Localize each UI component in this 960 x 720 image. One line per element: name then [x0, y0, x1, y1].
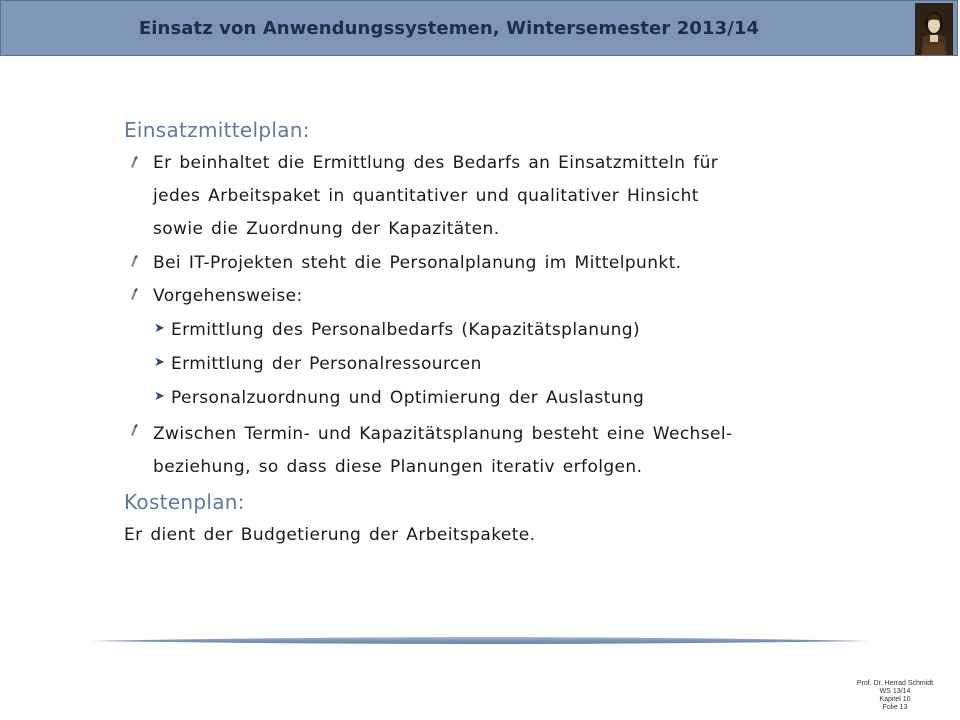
section-heading-kostenplan: Kostenplan:	[124, 490, 245, 514]
bullet-text: Bei IT-Projekten steht die Personalplanung im Mittelpunkt.	[153, 253, 682, 273]
sub-item: Ermittlung des Personalbedarfs (Kapazitätsplanung)	[171, 320, 641, 340]
sub-item: Personalzuordnung und Optimierung der Auslastung	[171, 388, 645, 408]
bullet-text-line: sowie die Zuordnung der Kapazitäten.	[153, 219, 500, 239]
bullet-icon	[128, 423, 140, 437]
bullet-text-line: Zwischen Termin- und Kapazitätsplanung besteht eine Wechsel-	[153, 424, 733, 444]
slide-footer	[840, 680, 950, 712]
bullet-icon	[128, 254, 140, 268]
section-text: Er dient der Budgetierung der Arbeitspakete.	[124, 525, 536, 545]
sub-item: Ermittlung der Personalressourcen	[171, 354, 482, 374]
bullet-text-line: beziehung, so dass diese Planungen iterativ erfolgen.	[153, 457, 643, 477]
footer-slide-number: Folie 13	[882, 704, 908, 711]
arrow-bullet-icon: ➤	[154, 389, 165, 404]
slide-title: Einsatz von Anwendungssystemen, Wintersemester 2013/14	[138, 18, 760, 39]
footer-author: Prof. Dr. Herrad Schmidt	[856, 680, 934, 687]
bullet-text-line: jedes Arbeitspaket in quantitativer und qualitativer Hinsicht	[153, 186, 699, 206]
footer-chapter: Kapitel 10	[879, 696, 911, 703]
section-heading-einsatzmittelplan: Einsatzmittelplan:	[124, 118, 310, 142]
bullet-text-line: Er beinhaltet die Ermittlung des Bedarfs an Einsatzmitteln für	[153, 153, 719, 173]
bullet-icon	[128, 287, 140, 301]
bullet-text: Vorgehensweise:	[153, 286, 303, 306]
arrow-bullet-icon: ➤	[154, 321, 165, 336]
footer-semester: WS 13/14	[879, 688, 911, 695]
decorative-divider	[88, 632, 872, 650]
arrow-bullet-icon: ➤	[154, 355, 165, 370]
bullet-icon	[128, 155, 140, 169]
